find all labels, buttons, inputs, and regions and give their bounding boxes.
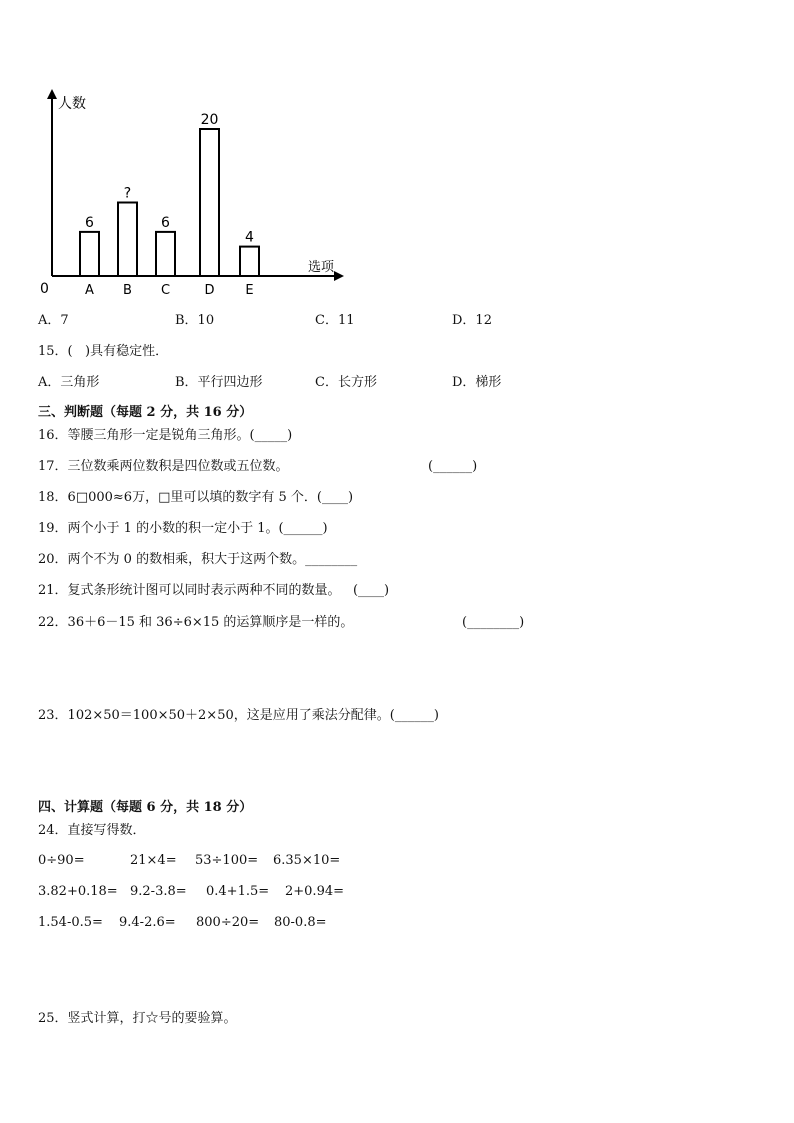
q14-option-b[interactable]: B．10 bbox=[175, 313, 215, 328]
bar-value-label: 6 bbox=[85, 214, 94, 231]
question-17: 17．三位数乘两位数积是四位数或五位数。 bbox=[38, 459, 289, 474]
question-20: 20．两个不为 0 的数相乘，积大于这两个数。________ bbox=[38, 552, 358, 567]
calc-item: 0÷90= bbox=[38, 853, 85, 868]
x-axis-label: 选项 bbox=[308, 260, 335, 275]
q15-option-a[interactable]: A．三角形 bbox=[38, 375, 100, 390]
calc-item: 3.82+0.18= bbox=[38, 884, 118, 899]
bar-a bbox=[80, 232, 99, 276]
q14-option-a[interactable]: A．7 bbox=[38, 313, 69, 328]
q15-option-b[interactable]: B．平行四边形 bbox=[175, 375, 263, 390]
q14-option-d[interactable]: D．12 bbox=[452, 313, 492, 328]
bar-e bbox=[240, 247, 259, 276]
calc-item: 21×4= bbox=[130, 853, 177, 868]
calc-item: 0.4+1.5= bbox=[206, 884, 270, 899]
bar-b bbox=[118, 203, 137, 277]
question-23: 23．102×50＝100×50＋2×50，这是应用了乘法分配律。(______) bbox=[38, 708, 439, 723]
calc-item: 2+0.94= bbox=[285, 884, 345, 899]
bar-value-label: 20 bbox=[200, 112, 219, 128]
calc-item: 53÷100= bbox=[195, 853, 259, 868]
question-17-blank[interactable]: (______) bbox=[428, 459, 478, 474]
calc-item: 6.35×10= bbox=[273, 853, 341, 868]
bar-value-label: ? bbox=[123, 185, 132, 202]
question-16: 16．等腰三角形一定是锐角三角形。(_____) bbox=[38, 428, 293, 443]
bar-c bbox=[156, 232, 175, 276]
bar-d bbox=[200, 129, 219, 276]
x-tick-label: C bbox=[160, 283, 171, 298]
q15-option-c[interactable]: C．长方形 bbox=[315, 375, 377, 390]
q14-option-c[interactable]: C．11 bbox=[315, 313, 355, 328]
bar-chart-svg bbox=[30, 85, 360, 305]
x-tick-label: B bbox=[123, 283, 132, 298]
bar-value-label: 6 bbox=[161, 214, 170, 231]
question-22-blank[interactable]: (________) bbox=[462, 615, 525, 630]
y-axis-arrow bbox=[47, 89, 57, 99]
section-4-heading: 四、计算题（每题 6 分，共 18 分） bbox=[38, 800, 253, 815]
x-axis-arrow bbox=[334, 271, 344, 281]
bar-chart bbox=[30, 85, 360, 305]
bar-value-label: 4 bbox=[245, 229, 254, 246]
calc-item: 800÷20= bbox=[196, 915, 260, 930]
q15-option-d[interactable]: D．梯形 bbox=[452, 375, 502, 390]
origin-label: 0 bbox=[40, 281, 49, 297]
y-axis-label: 人数 bbox=[58, 96, 86, 112]
question-25: 25．竖式计算，打☆号的要验算。 bbox=[38, 1011, 237, 1026]
section-3-heading: 三、判断题（每题 2 分，共 16 分） bbox=[38, 405, 253, 420]
bars-group bbox=[80, 112, 259, 298]
question-24: 24．直接写得数． bbox=[38, 823, 146, 838]
x-tick-label: E bbox=[245, 283, 254, 298]
calc-item: 1.54-0.5= bbox=[38, 915, 103, 930]
question-22: 22．36＋6－15 和 36÷6×15 的运算顺序是一样的。 bbox=[38, 615, 354, 630]
calc-item: 80-0.8= bbox=[274, 915, 327, 930]
calc-item: 9.4-2.6= bbox=[119, 915, 176, 930]
calc-item: 9.2-3.8= bbox=[130, 884, 187, 899]
x-tick-label: D bbox=[204, 283, 215, 298]
question-21: 21．复式条形统计图可以同时表示两种不同的数量。 (____) bbox=[38, 583, 390, 598]
x-tick-label: A bbox=[85, 283, 94, 298]
question-18: 18．6□000≈6万，□里可以填的数字有 5 个．(____) bbox=[38, 490, 354, 505]
question-19: 19．两个小于 1 的小数的积一定小于 1。(______) bbox=[38, 521, 328, 536]
q15-question: 15．( )具有稳定性． bbox=[38, 344, 169, 359]
